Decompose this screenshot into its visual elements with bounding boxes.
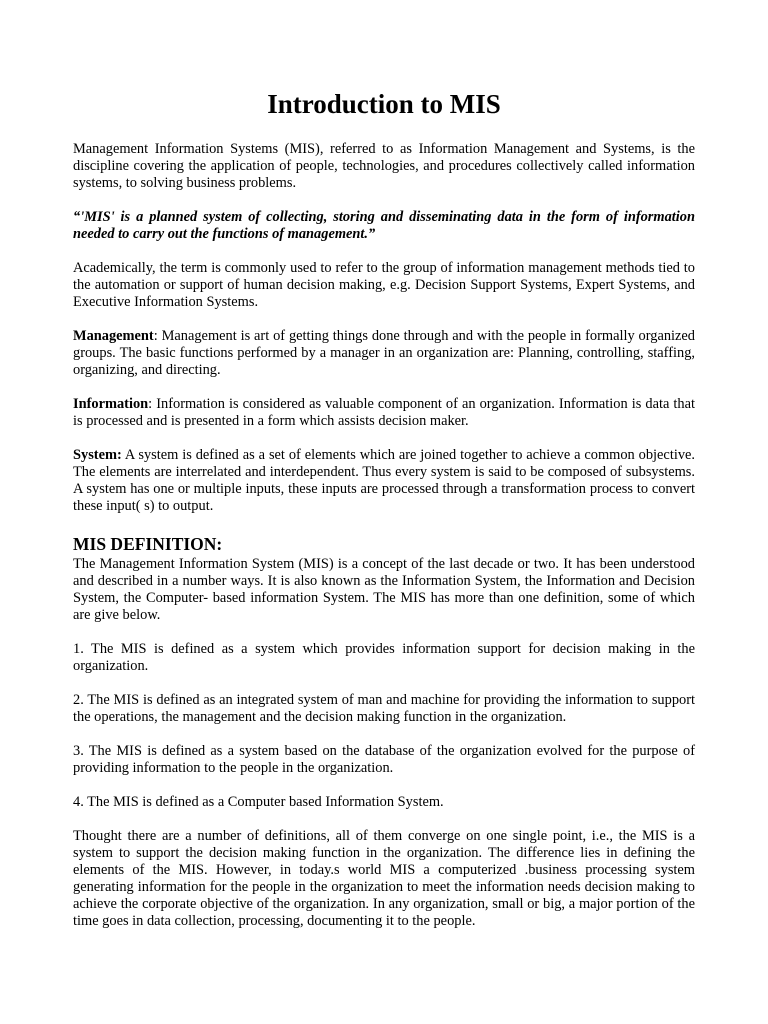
mis-definition-heading: MIS DEFINITION: xyxy=(73,534,223,554)
system-term: System: xyxy=(73,447,122,463)
management-paragraph xyxy=(73,328,695,379)
information-paragraph xyxy=(73,396,695,430)
page-title: Introduction to MIS xyxy=(267,89,501,119)
information-term: Information xyxy=(73,396,149,412)
document-page xyxy=(73,84,695,930)
conclusion-paragraph: Thought there are a number of definitions, all of them converge on one single point, i.e., the MIS is a system to support the decision making function in the organization. The difference lies in defining the elements of the MIS. However, in today.s world MIS a computerized .business processing system generating information for the people in the organization to meet the information needs decision making to achieve the corporate objective of the organization. In any organization, small or big, a major portion of the time goes in data collection, processing, documenting it to the people. xyxy=(73,828,695,929)
system-text: A system is defined as a set of elements which are joined together to achieve a common objective. The elements are interrelated and interdependent. Thus every system is said to be composed of subsystems. A system has one or multiple inputs, these inputs are processed through a transformation process to convert these input( s) to output. xyxy=(73,447,695,514)
management-term: Management xyxy=(73,328,154,344)
definition-item-1: 1. The MIS is defined as a system which provides information support for decision making in the organization. xyxy=(73,641,695,674)
management-text: : Management is art of getting things done through and with the people in formally organized groups. The basic functions performed by a manager in an organization are: Planning, controlling, staffing, organizing, and directing. xyxy=(73,328,695,378)
academic-paragraph: Academically, the term is commonly used to refer to the group of information management methods tied to the automation or support of human decision making, e.g. Decision Support Systems, Expert Systems, and Executive Information Systems. xyxy=(73,260,695,310)
mis-quote: “'MIS' is a planned system of collecting, storing and disseminating data in the form of information needed to carry out the functions of management.” xyxy=(73,209,695,242)
system-paragraph xyxy=(73,447,695,515)
mis-definition-intro: The Management Information System (MIS) is a concept of the last decade or two. It has been understood and described in a number ways. It is also known as the Information System, the Information and Decision System, the Computer- based information System. The MIS has more than one definition, some of which are give below. xyxy=(73,556,695,623)
definition-item-2: 2. The MIS is defined as an integrated system of man and machine for providing the information to support the operations, the management and the decision making function in the organization. xyxy=(73,692,695,725)
definition-item-3: 3. The MIS is defined as a system based on the database of the organization evolved for the purpose of providing information to the people in the organization. xyxy=(73,743,695,776)
information-text: : Information is considered as valuable component of an organization. Information is data that is processed and is presented in a form which assists decision maker. xyxy=(73,396,695,429)
intro-paragraph: Management Information Systems (MIS), referred to as Information Management and Systems, is the discipline covering the application of people, technologies, and procedures collectively called information systems, to solving business problems. xyxy=(73,141,695,191)
definition-item-4: 4. The MIS is defined as a Computer based Information System. xyxy=(73,794,444,810)
